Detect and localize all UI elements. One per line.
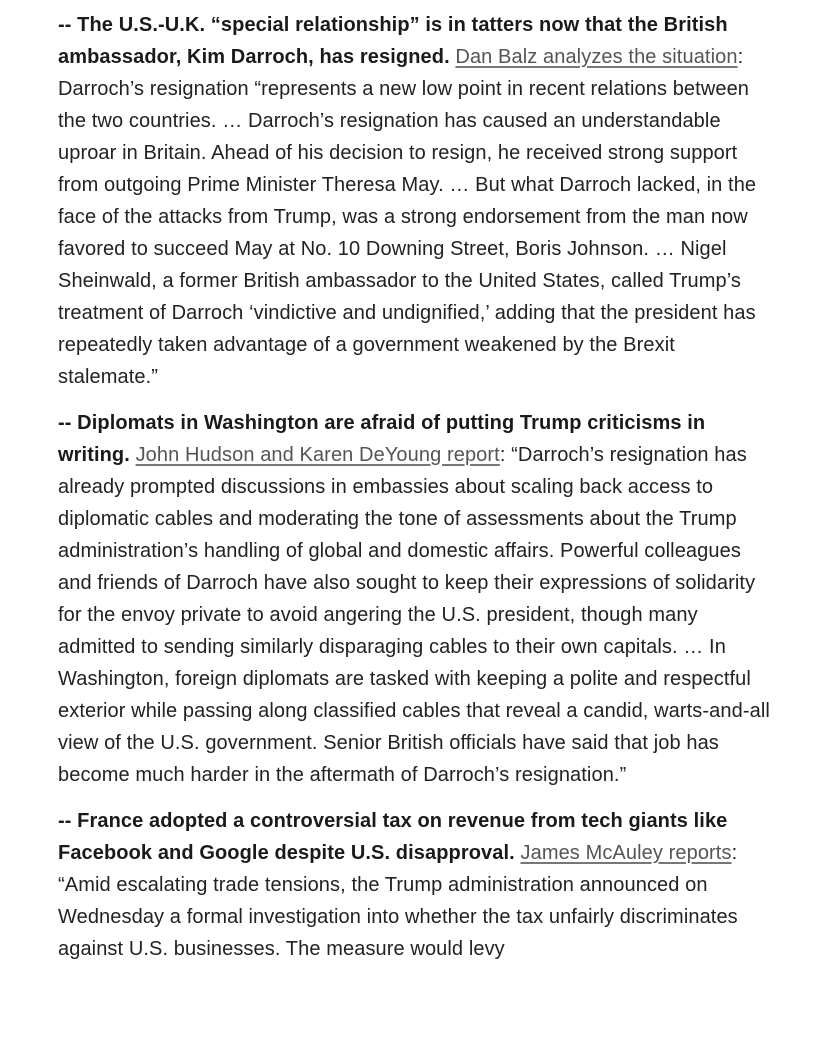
article-link[interactable]: John Hudson and Karen DeYoung report — [135, 444, 500, 466]
news-item-darroch-resignation — [58, 9, 770, 393]
article-link[interactable]: James McAuley reports — [520, 842, 732, 864]
news-item-france-tech-tax — [58, 805, 770, 965]
headline: -- The U.S.-U.K. “special relationship” is in tatters now that the British ambassador, Kim Darroch, has resigned. — [58, 14, 728, 68]
article-link[interactable]: Dan Balz analyzes the situation — [455, 46, 738, 68]
article-excerpt: : “Darroch’s resignation has already prompted discussions in embassies about scaling back access to diplomatic cables and moderating the tone of assessments about the Trump administration’s handling of global and domestic affairs. Powerful colleagues and friends of Darroch have also sought to keep their expressions of solidarity for the envoy private to avoid angering the U.S. president, though many admitted to sending similarly disparaging cables to their own capitals. … In Washington, foreign diplomats are tasked with keeping a polite and respectful exterior while passing along classified cables that reveal a candid, warts-and-all view of the U.S. government. Senior British officials have said that job has become much harder in the aftermath of Darroch’s resignation.” — [58, 444, 770, 786]
article-excerpt: : Darroch’s resignation “represents a new low point in recent relations between the two countries. … Darroch’s resignation has caused an understandable uproar in Britain. Ahead of his decision to resign, he received strong support from outgoing Prime Minister Theresa May. … But what Darroch lacked, in the face of the attacks from Trump, was a strong endorsement from the man now favored to succeed May at No. 10 Downing Street, Boris Johnson. … Nigel Sheinwald, a former British ambassador to the United States, called Trump’s treatment of Darroch ‘vindictive and undignified,’ adding that the president has repeatedly taken advantage of a government weakened by the Brexit stalemate.” — [58, 46, 757, 388]
headline: -- Diplomats in Washington are afraid of putting Trump criticisms in writing. — [58, 412, 706, 466]
article-excerpt: : “Amid escalating trade tensions, the Trump administration announced on Wednesday a formal investigation into whether the tax unfairly discriminates against U.S. businesses. The measure would levy — [58, 842, 738, 960]
article-body — [58, 9, 770, 979]
headline: -- France adopted a controversial tax on revenue from tech giants like Facebook and Google despite U.S. disapproval. — [58, 810, 728, 864]
news-item-diplomats-washington — [58, 407, 770, 791]
